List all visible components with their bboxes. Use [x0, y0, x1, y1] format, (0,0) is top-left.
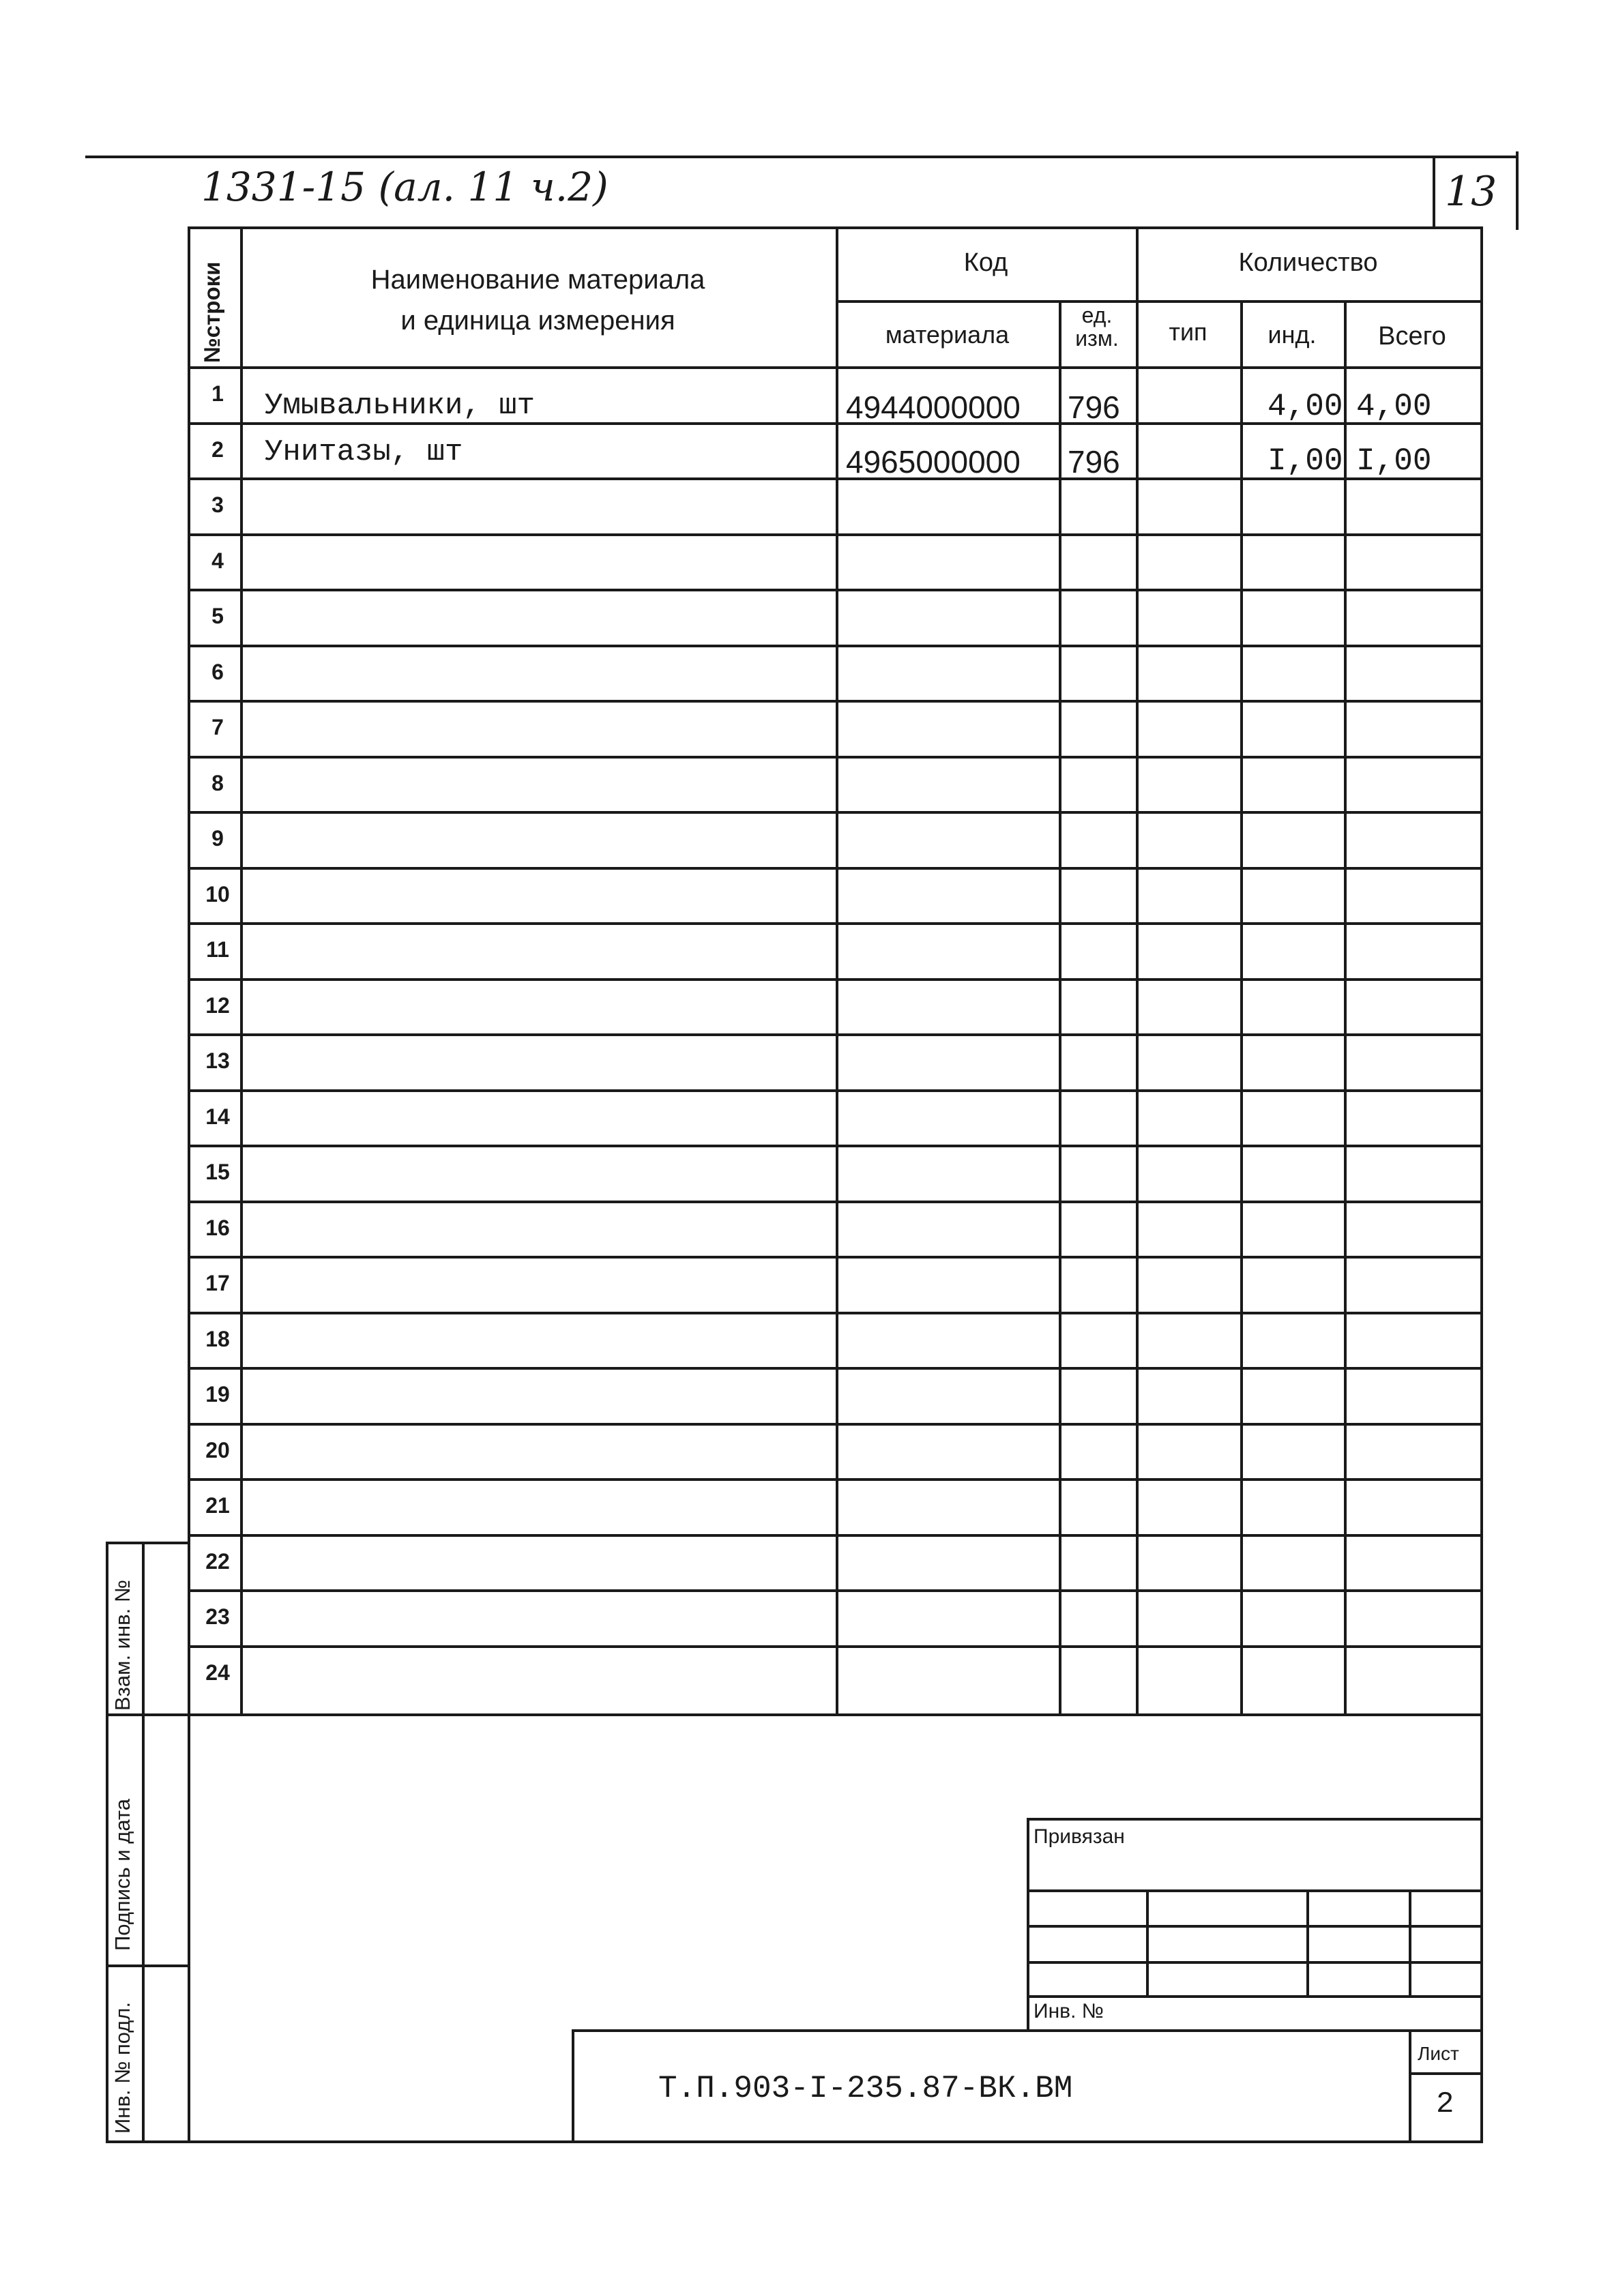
col-divider-type: [1240, 300, 1243, 1713]
row-separator: [188, 1312, 1483, 1314]
row-1-total: 4,00: [1356, 389, 1432, 424]
privyazan-col1: [1146, 1889, 1149, 1995]
sheet-cell-div: [1409, 2072, 1480, 2075]
privyazan-col3: [1409, 1889, 1411, 1995]
row-1-name: Умывальники, шт: [265, 389, 536, 423]
row-number: 7: [211, 715, 224, 739]
header-type: тип: [1169, 318, 1207, 346]
col-divider-unit: [1136, 226, 1139, 1713]
row-separator: [188, 811, 1483, 814]
header-material: материала: [885, 321, 1010, 349]
row-separator: [188, 1589, 1483, 1592]
sheet-cell-left: [1409, 2029, 1411, 2143]
row-separator: [188, 1089, 1483, 1092]
header-name-line2: и единица измерения: [400, 306, 675, 336]
row-number: 15: [205, 1160, 230, 1184]
row-separator: [188, 1033, 1483, 1036]
row-number: 23: [205, 1604, 230, 1629]
row-number: 24: [205, 1660, 230, 1685]
row-number: 11: [206, 937, 229, 962]
row-1-ind: 4,00: [1267, 389, 1343, 424]
row-number: 21: [205, 1493, 230, 1518]
header-row-number: №строки: [199, 261, 224, 363]
stamp-top: [572, 2029, 1483, 2032]
row-separator: [188, 1478, 1483, 1481]
page-number-right-border: [1516, 151, 1519, 230]
row-2-ind: I,00: [1267, 443, 1343, 479]
row-separator: [188, 867, 1483, 870]
row-number: 3: [211, 492, 224, 517]
row-number: 6: [211, 660, 224, 684]
row-separator: [188, 1256, 1483, 1259]
privyazan-row4: [1027, 1995, 1480, 1998]
row-separator: [188, 978, 1483, 981]
row-number: 9: [211, 826, 224, 851]
col-divider-ind: [1344, 300, 1347, 1713]
row-2-total: I,00: [1356, 443, 1432, 479]
sheet-number: 2: [1436, 2087, 1454, 2121]
row-number: 5: [211, 604, 224, 628]
row-separator: [188, 756, 1483, 759]
header-name-line1: Наименование материала: [370, 265, 705, 295]
privyazan-row3: [1027, 1961, 1480, 1964]
frame-bottom-line: [106, 2140, 1483, 2143]
frame-left-border: [188, 226, 190, 2143]
side-stamp-inv-podl: Инв. № подл.: [111, 2001, 134, 2134]
header-bottom-line: [188, 366, 1483, 369]
row-number: 17: [205, 1271, 230, 1295]
page-number: 13: [1445, 168, 1497, 216]
row-number: 2: [211, 437, 224, 462]
row-separator: [188, 700, 1483, 703]
row-separator: [188, 533, 1483, 536]
page-number-divider: [1433, 156, 1435, 227]
col-divider-code: [1059, 300, 1061, 1713]
row-number: 8: [211, 771, 224, 795]
row-separator: [188, 645, 1483, 647]
row-1-code: 4944000000: [846, 389, 1021, 425]
handwritten-code: 1331-15 (ал. 11 ч.2): [201, 164, 609, 210]
row-number: 10: [205, 882, 230, 907]
row-number: 22: [205, 1549, 230, 1574]
row-number: 13: [205, 1048, 230, 1073]
row-number: 20: [205, 1438, 230, 1462]
inv-no-label: Инв. №: [1034, 2000, 1104, 2022]
table-bottom-line: [188, 1713, 1483, 1716]
side-stamp-inner: [142, 1542, 145, 2143]
side-stamp-left: [106, 1542, 108, 2143]
header-total: Всего: [1378, 322, 1446, 351]
side-stamp-podpis: Подпись и дата: [111, 1799, 134, 1951]
document-code: Т.П.903-I-235.87-ВК.ВМ: [658, 2071, 1073, 2106]
privyazan-top: [1027, 1818, 1480, 1821]
row-2-code: 4965000000: [846, 444, 1021, 480]
row-number: 12: [205, 993, 230, 1018]
row-2-name: Унитазы, шт: [265, 435, 463, 469]
row-separator: [188, 1201, 1483, 1203]
privyazan-row1: [1027, 1889, 1480, 1892]
header-quantity: Количество: [1238, 248, 1378, 277]
frame-right-border: [1480, 226, 1483, 2143]
header-sub-line: [836, 300, 1483, 303]
row-separator: [188, 1423, 1483, 1426]
row-separator: [188, 1645, 1483, 1648]
top-border-line: [85, 156, 1518, 158]
row-number: 4: [211, 548, 224, 573]
privyazan-label: Привязан: [1034, 1825, 1125, 1848]
side-stamp-div2: [106, 1964, 188, 1967]
stamp-left: [572, 2029, 574, 2143]
row-number: 16: [205, 1216, 230, 1240]
row-number: 19: [205, 1382, 230, 1407]
row-separator: [188, 1367, 1483, 1370]
privyazan-col2: [1306, 1889, 1309, 1995]
privyazan-row2: [1027, 1925, 1480, 1928]
row-number: 14: [205, 1104, 230, 1129]
row-number: 18: [205, 1327, 230, 1351]
header-ind: инд.: [1267, 321, 1317, 349]
row-separator: [188, 1145, 1483, 1147]
header-code: Код: [963, 248, 1008, 277]
side-stamp-vzam: Взам. инв. №: [111, 1579, 134, 1711]
row-separator: [188, 1534, 1483, 1537]
side-stamp-top: [106, 1542, 188, 1544]
row-separator: [188, 589, 1483, 591]
row-1-unit: 796: [1068, 389, 1120, 425]
row-number: 1: [211, 381, 224, 406]
row-2-unit: 796: [1068, 444, 1120, 480]
table-top-line: [188, 226, 1483, 229]
side-stamp-div1: [106, 1713, 188, 1716]
row-separator: [188, 922, 1483, 925]
header-unit: ед. изм.: [1075, 303, 1119, 351]
col-divider-name: [836, 226, 838, 1713]
sheet-label: Лист: [1418, 2043, 1459, 2064]
